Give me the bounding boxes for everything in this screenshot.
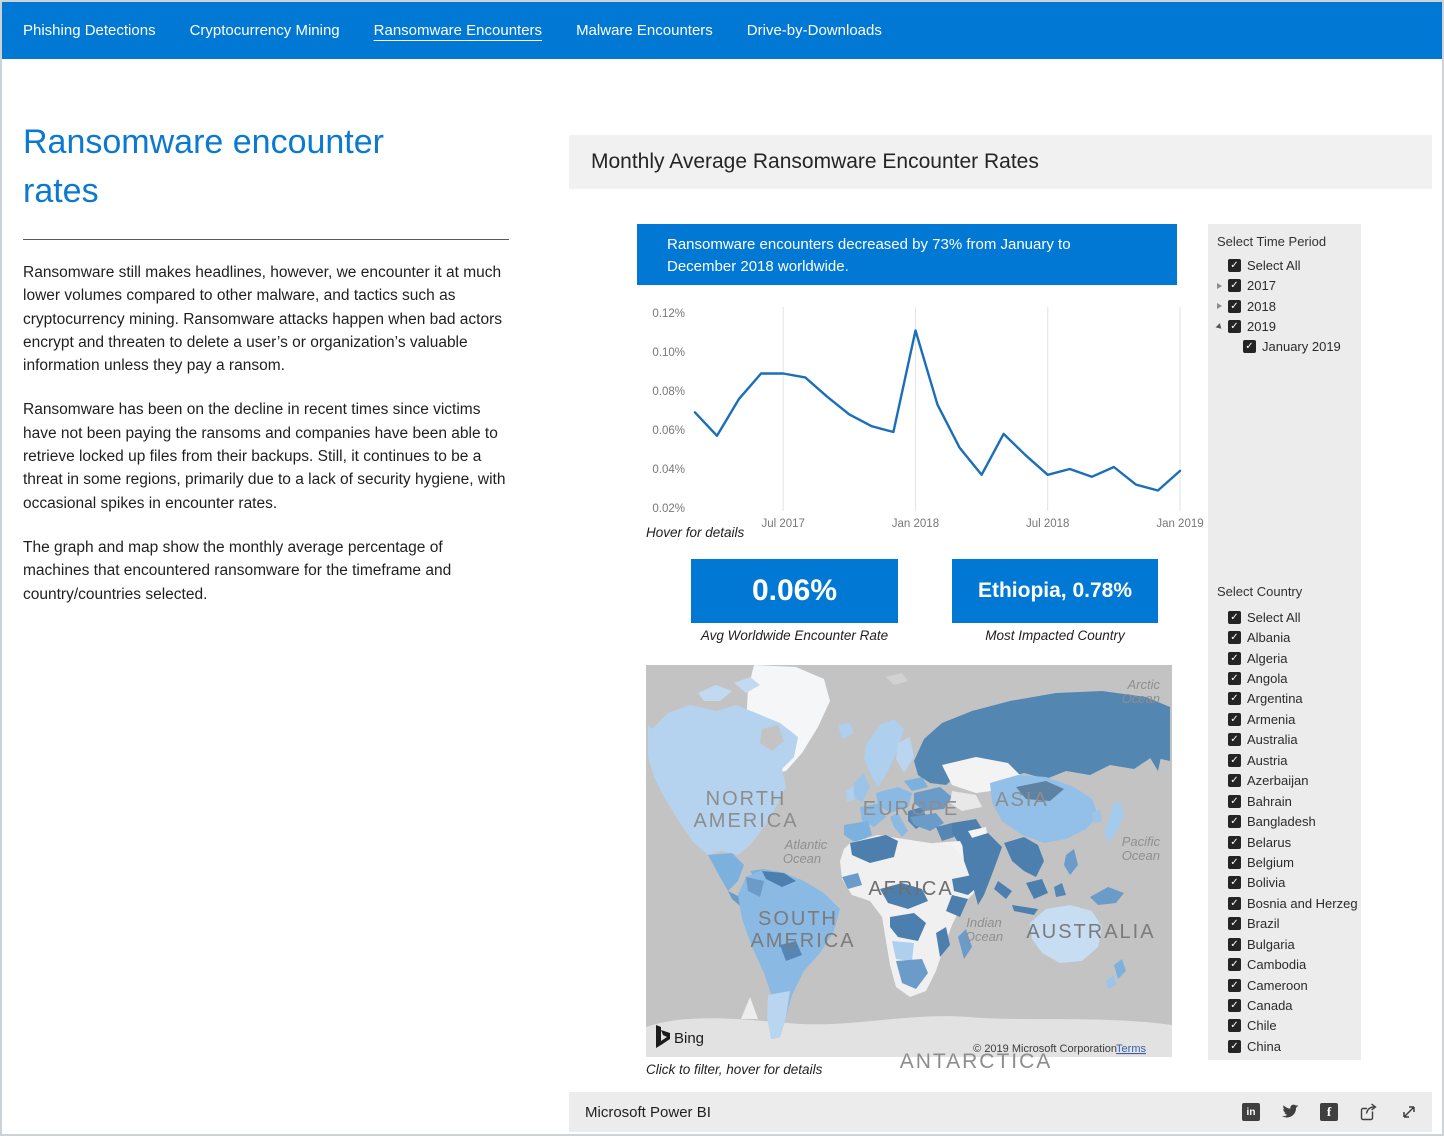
slicer-item-label: 2017 <box>1247 278 1276 294</box>
svg-text:Ocean: Ocean <box>964 929 1004 944</box>
label-europe: EUROPE <box>862 798 960 820</box>
kpi-most-impacted <box>952 559 1158 623</box>
country-slicer-item[interactable] <box>1217 954 1359 974</box>
label-south-america: SOUTH <box>758 908 838 930</box>
country-slicer-item[interactable] <box>1217 627 1359 647</box>
svg-text:Jul 2017: Jul 2017 <box>761 518 805 530</box>
checkbox-checked-icon[interactable]: ✓ <box>1228 672 1241 685</box>
svg-text:0.10%: 0.10% <box>652 347 685 359</box>
checkbox-checked-icon[interactable]: ✓ <box>1228 733 1241 746</box>
linkedin-icon[interactable]: in <box>1242 1103 1260 1121</box>
powerbi-brand: Microsoft Power BI <box>585 1103 711 1121</box>
checkbox-checked-icon[interactable]: ✓ <box>1228 999 1241 1012</box>
slicer-item-label: China <box>1247 1038 1281 1054</box>
collapse-chevron-icon[interactable] <box>1216 323 1224 331</box>
time-slicer-item[interactable] <box>1232 337 1359 357</box>
country-slicer-item[interactable] <box>1217 771 1359 791</box>
slicer-item-label: Angola <box>1247 671 1288 687</box>
nav-tab-drive-by-downloads[interactable]: Drive-by-Downloads <box>746 22 882 39</box>
time-slicer-item[interactable] <box>1217 275 1359 295</box>
slicer-item-label: Brazil <box>1247 916 1280 932</box>
slicer-item-label: Australia <box>1247 732 1298 748</box>
country-slicer-item[interactable] <box>1217 730 1359 750</box>
checkbox-checked-icon[interactable]: ✓ <box>1228 856 1241 869</box>
svg-text:0.06%: 0.06% <box>652 425 685 437</box>
facebook-icon[interactable]: f <box>1320 1103 1338 1121</box>
article <box>23 118 509 606</box>
country-slicer-item[interactable] <box>1217 607 1359 627</box>
slicer-item-label: Canada <box>1247 998 1293 1014</box>
checkbox-checked-icon[interactable]: ✓ <box>1228 876 1241 889</box>
map-hint: Click to filter, hover for details <box>646 1062 823 1077</box>
label-north-america: NORTH <box>705 788 787 810</box>
article-paragraph: Ransomware has been on the decline in recent times since victims have not been paying the ransoms and companies have been able to retrieve locked up files from their backups. Still, it continues to be a threat in some regions, primarily due to a lack of security hygiene, with occasional spikes in encounter rates. <box>23 401 506 512</box>
nav-tab-cryptocurrency-mining[interactable]: Cryptocurrency Mining <box>189 22 340 39</box>
checkbox-checked-icon[interactable]: ✓ <box>1228 938 1241 951</box>
country-slicer-item[interactable] <box>1217 934 1359 954</box>
svg-text:Jan 2018: Jan 2018 <box>891 518 940 530</box>
nav-tab-ransomware-encounters[interactable]: Ransomware Encounters <box>373 22 543 39</box>
checkbox-checked-icon[interactable]: ✓ <box>1228 1040 1241 1053</box>
country-slicer-item[interactable] <box>1217 1036 1359 1056</box>
kpi-label: Most Impacted Country <box>985 628 1125 643</box>
article-paragraph: Ransomware still makes headlines, however, we encounter it at much lower volumes compared to other malware, and tactics such as cryptocurrency mining. Ransomware attacks happen when bad actors encrypt and threaten to delete a user’s or organization’s valuable information unless they pay a ransom. <box>23 264 503 375</box>
checkbox-checked-icon[interactable]: ✓ <box>1228 300 1241 313</box>
powerbi-footer <box>569 1092 1432 1132</box>
encounter-rate-line-chart[interactable] <box>641 305 1216 533</box>
country-slicer-item[interactable] <box>1217 893 1359 913</box>
checkbox-checked-icon[interactable]: ✓ <box>1228 692 1241 705</box>
country-slicer-item[interactable] <box>1217 975 1359 995</box>
svg-text:Ocean: Ocean <box>1121 691 1160 706</box>
slicer-item-label: 2018 <box>1247 298 1276 314</box>
slicer-item-label: Chile <box>1247 1018 1277 1034</box>
country-slicer-item[interactable] <box>1217 832 1359 852</box>
expand-chevron-icon[interactable] <box>1217 283 1222 289</box>
country-slicer-item[interactable] <box>1217 995 1359 1015</box>
slicer-item-label: Belgium <box>1247 854 1294 870</box>
checkbox-checked-icon[interactable]: ✓ <box>1228 979 1241 992</box>
slicer-item-label: Bosnia and Herzeg <box>1247 895 1358 911</box>
title-divider <box>23 239 509 240</box>
svg-text:0.12%: 0.12% <box>652 308 685 320</box>
label-australia: AUSTRALIA <box>1026 921 1156 943</box>
kpi-label: Avg Worldwide Encounter Rate <box>700 628 889 643</box>
slicer-item-label: Argentina <box>1247 691 1303 707</box>
slicer-item-label: Algeria <box>1247 650 1288 666</box>
slicer-panel <box>1208 224 1361 1060</box>
time-slicer-header: Select Time Period <box>1217 234 1327 249</box>
label-asia: ASIA <box>995 789 1049 811</box>
country-slicer-item[interactable] <box>1217 873 1359 893</box>
checkbox-checked-icon[interactable]: ✓ <box>1243 340 1256 353</box>
checkbox-checked-icon[interactable]: ✓ <box>1228 1019 1241 1032</box>
checkbox-checked-icon[interactable]: ✓ <box>1228 795 1241 808</box>
checkbox-checked-icon[interactable]: ✓ <box>1228 836 1241 849</box>
svg-text:0.08%: 0.08% <box>652 386 685 398</box>
checkbox-checked-icon[interactable]: ✓ <box>1228 958 1241 971</box>
svg-text:Ocean: Ocean <box>1121 848 1160 863</box>
encounter-rate-series <box>695 331 1180 491</box>
kpi-value: Ethiopia, 0.78% <box>977 579 1133 602</box>
fullscreen-icon[interactable] <box>1400 1103 1418 1121</box>
slicer-item-label: Cambodia <box>1247 957 1307 973</box>
label-atlantic-ocean: Atlantic <box>784 837 828 852</box>
checkbox-checked-icon[interactable]: ✓ <box>1228 774 1241 787</box>
checkbox-checked-icon[interactable]: ✓ <box>1228 713 1241 726</box>
terms-link[interactable]: Terms <box>1116 1043 1146 1055</box>
country-slicer-item[interactable] <box>1217 668 1359 688</box>
twitter-icon[interactable] <box>1281 1104 1299 1120</box>
slicer-item-label: Cameroon <box>1247 977 1308 993</box>
checkbox-checked-icon[interactable]: ✓ <box>1228 320 1241 333</box>
slicer-item-label: Bangladesh <box>1247 814 1316 830</box>
checkbox-checked-icon[interactable]: ✓ <box>1228 754 1241 767</box>
share-icon[interactable] <box>1359 1103 1379 1121</box>
svg-text:Bing: Bing <box>674 1030 705 1047</box>
svg-text:0.04%: 0.04% <box>652 464 685 476</box>
checkbox-checked-icon[interactable]: ✓ <box>1228 259 1241 272</box>
kpi-avg-worldwide <box>691 559 898 623</box>
time-slicer-item[interactable] <box>1217 255 1359 275</box>
country-slicer-item[interactable] <box>1217 914 1359 934</box>
country-slicer-item[interactable] <box>1217 811 1359 831</box>
article-paragraph: The graph and map show the monthly average percentage of machines that encountered ransomware for the timeframe and country/countries selected. <box>23 538 452 603</box>
svg-text:0.02%: 0.02% <box>652 503 685 515</box>
chart-hover-hint: Hover for details <box>646 525 745 540</box>
country-slicer-item[interactable] <box>1217 648 1359 668</box>
powerbi-report <box>569 135 1432 1132</box>
svg-text:AMERICA: AMERICA <box>693 810 799 832</box>
top-nav <box>2 2 1442 59</box>
label-arctic-ocean: Arctic <box>1127 677 1160 692</box>
time-slicer-item[interactable] <box>1217 316 1359 336</box>
checkbox-checked-icon[interactable]: ✓ <box>1228 652 1241 665</box>
slicer-item-label: Armenia <box>1247 711 1296 727</box>
country-slicer <box>1217 584 1359 1057</box>
checkbox-checked-icon[interactable]: ✓ <box>1228 279 1241 292</box>
svg-text:Jan 2019: Jan 2019 <box>1156 518 1204 530</box>
report-titlebar <box>569 135 1432 189</box>
slicer-item-label: Select All <box>1247 609 1301 625</box>
time-period-slicer <box>1217 234 1359 357</box>
checkbox-checked-icon[interactable]: ✓ <box>1228 815 1241 828</box>
label-indian-ocean: Indian <box>966 915 1002 930</box>
checkbox-checked-icon[interactable]: ✓ <box>1228 631 1241 644</box>
svg-text:AMERICA: AMERICA <box>750 930 856 952</box>
slicer-item-label: Austria <box>1247 752 1288 768</box>
country-slicer-item[interactable] <box>1217 1016 1359 1036</box>
slicer-item-label: Albania <box>1247 630 1291 646</box>
country-slicer-item[interactable] <box>1217 709 1359 729</box>
insight-banner: Ransomware encounters decreased by 73% from January to December 2018 worldwide. <box>637 224 1177 285</box>
country-slicer-item[interactable] <box>1217 852 1359 872</box>
time-slicer-item[interactable] <box>1217 296 1359 316</box>
expand-chevron-icon[interactable] <box>1217 303 1222 309</box>
slicer-item-label: Azerbaijan <box>1247 773 1309 789</box>
svg-text:Jul 2018: Jul 2018 <box>1025 518 1070 530</box>
slicer-item-label: January 2019 <box>1262 339 1341 355</box>
slicer-item-label: Select All <box>1247 257 1301 273</box>
map-attribution: © 2019 Microsoft Corporation <box>973 1043 1117 1055</box>
slicer-item-label: Bolivia <box>1247 875 1286 891</box>
nav-tab-phishing-detections[interactable]: Phishing Detections <box>23 22 156 39</box>
kpi-value: 0.06% <box>751 574 838 607</box>
nav-tab-malware-encounters[interactable]: Malware Encounters <box>576 22 713 39</box>
country-slicer-item[interactable] <box>1217 791 1359 811</box>
report-title: Monthly Average Ransomware Encounter Rates <box>591 150 1039 173</box>
label-antarctica: ANTARCTICA <box>899 1050 1053 1073</box>
checkbox-checked-icon[interactable]: ✓ <box>1228 611 1241 624</box>
checkbox-checked-icon[interactable]: ✓ <box>1228 897 1241 910</box>
label-pacific-ocean: Pacific <box>1121 834 1160 849</box>
country-slicer-header: Select Country <box>1217 584 1303 599</box>
page-title: Ransomware encounter rates <box>23 123 384 210</box>
slicer-item-label: 2019 <box>1247 319 1276 335</box>
country-slicer-item[interactable] <box>1217 689 1359 709</box>
checkbox-checked-icon[interactable]: ✓ <box>1228 917 1241 930</box>
svg-text:Ocean: Ocean <box>782 851 822 866</box>
slicer-item-label: Belarus <box>1247 834 1292 850</box>
country-slicer-item[interactable] <box>1217 750 1359 770</box>
slicer-item-label: Bulgaria <box>1247 936 1295 952</box>
slicer-item-label: Bahrain <box>1247 793 1292 809</box>
label-africa: AFRICA <box>868 878 954 900</box>
